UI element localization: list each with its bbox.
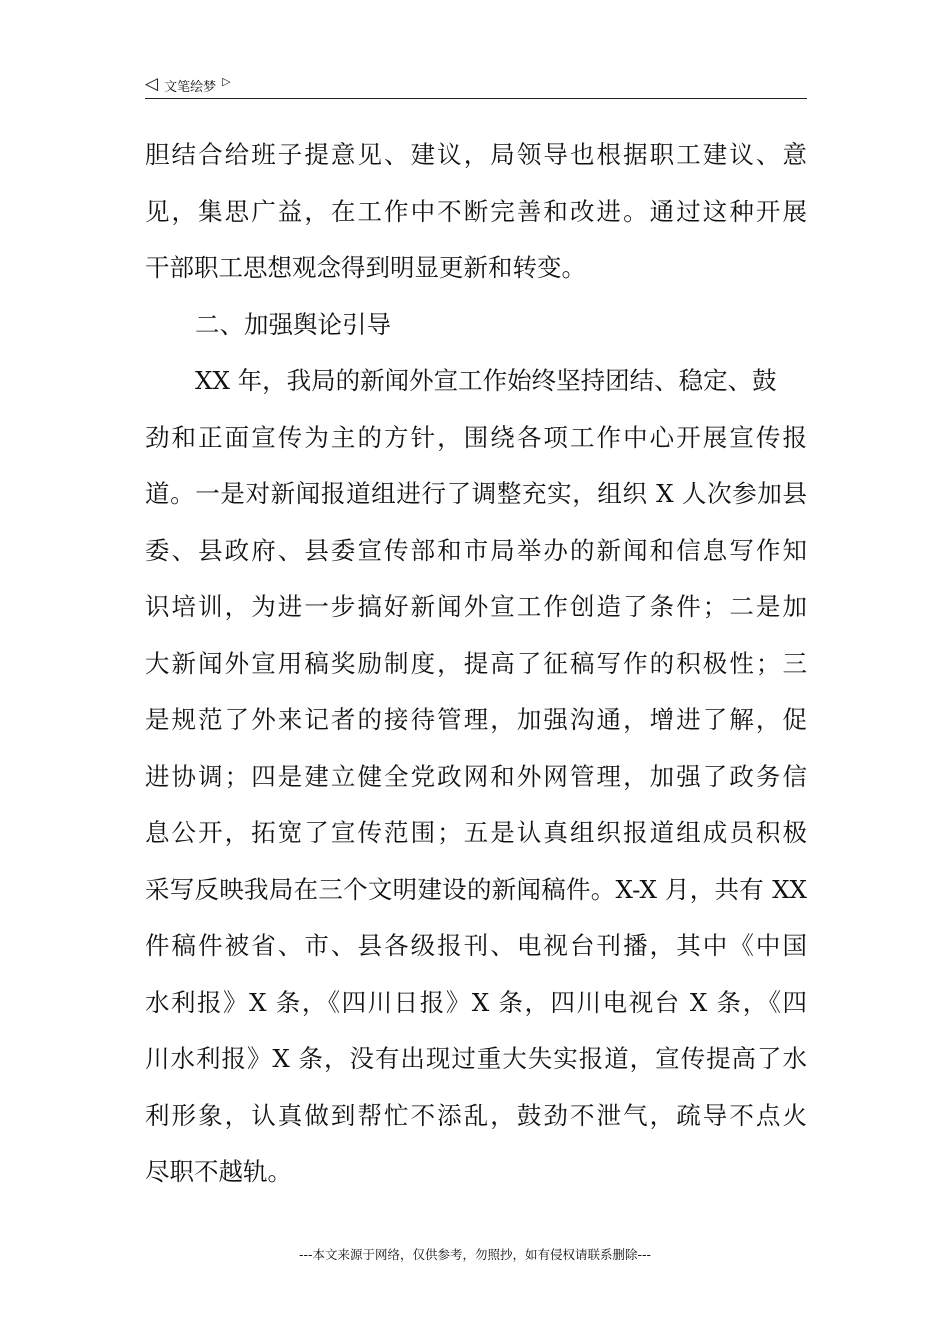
body-line: 水利报》X 条，《四川日报》X 条，四川电视台 X 条，《四: [145, 987, 807, 1017]
right-triangle-icon: ▷: [222, 74, 231, 88]
header-title: 文笔绘梦: [164, 79, 217, 95]
body-line: 是规范了外来记者的接待管理，加强沟通，增进了解，促: [145, 705, 807, 734]
body-line: 见，集思广益，在工作中不断完善和改进。通过这种开展: [145, 196, 807, 226]
body-line: 采写反映我局在三个文明建设的新闻稿件。X-X 月，共有 XX: [145, 874, 807, 904]
body-line: 大新闻外宣用稿奖励制度，提高了征稿写作的积极性；三: [145, 648, 807, 678]
paragraph-first-line: XX 年，我局的新闻外宣工作始终坚持团结、稳定、鼓: [195, 366, 777, 395]
body-line: 委、县政府、县委宣传部和市局举办的新闻和信息写作知: [145, 535, 807, 565]
page-footer: ---本文来源于网络，仅供参考，勿照抄，如有侵权请联系删除---: [298, 1247, 652, 1262]
body-line: 息公开，拓宽了宣传范围；五是认真组织报道组成员积极: [145, 818, 807, 847]
body-line: 道。一是对新闻报道组进行了调整充实，组织 X 人次参加县: [145, 479, 807, 508]
body-line: 进协调；四是建立健全党政网和外网管理，加强了政务信: [145, 761, 807, 791]
page-header: [145, 72, 807, 99]
body-line: 尽职不越轨。: [145, 1157, 292, 1186]
section-heading: 二、加强舆论引导: [195, 309, 391, 339]
body-line: 劲和正面宣传为主的方针，围绕各项工作中心开展宣传报: [145, 422, 807, 452]
document-body: [145, 127, 807, 1201]
body-line: 利形象，认真做到帮忙不添乱，鼓劲不泄气，疏导不点火: [145, 1100, 807, 1130]
body-line: 件稿件被省、市、县各级报刊、电视台刊播，其中《中国: [145, 931, 807, 960]
body-line: 干部职工思想观念得到明显更新和转变。: [145, 253, 586, 282]
body-line: 识培训，为进一步搞好新闻外宣工作创造了条件；二是加: [145, 592, 807, 621]
left-triangle-icon: ◁: [145, 73, 159, 94]
body-line: 川水利报》X 条，没有出现过重大失实报道，宣传提高了水: [145, 1044, 807, 1073]
body-line: 胆结合给班子提意见、建议，局领导也根据职工建议、意: [145, 140, 807, 169]
